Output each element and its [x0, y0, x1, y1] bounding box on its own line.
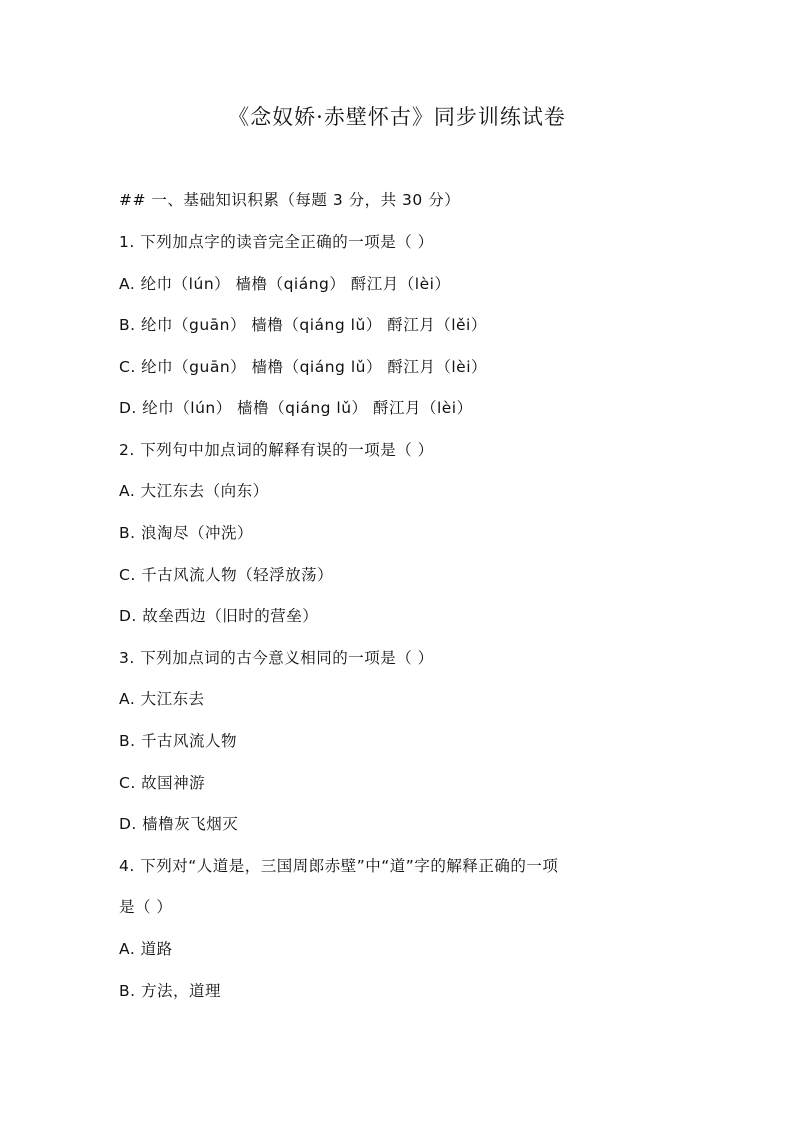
option-3c: C. 故国神游: [119, 774, 206, 792]
option-1a: A. 纶巾（lún） 樯橹（qiáng） 酹江月（lèi）: [119, 275, 451, 293]
page-title: 《念奴娇·赤壁怀古》同步训练试卷: [228, 105, 566, 129]
section-heading: ## 一、基础知识积累（每题 3 分，共 30 分）: [119, 191, 461, 209]
option-2d: D. 故垒西边（旧时的营垒）: [119, 607, 319, 625]
option-2b: B. 浪淘尽（冲洗）: [119, 524, 253, 542]
question-4-continued: 是（ ）: [119, 898, 173, 916]
question-3: 3. 下列加点词的古今意义相同的一项是（ ）: [119, 649, 434, 667]
option-3b: B. 千古风流人物: [119, 732, 237, 750]
question-1: 1. 下列加点字的读音完全正确的一项是（ ）: [119, 233, 434, 251]
option-4a: A. 道路: [119, 940, 173, 958]
question-2: 2. 下列句中加点词的解释有误的一项是（ ）: [119, 441, 434, 459]
option-3d: D. 樯橹灰飞烟灭: [119, 815, 239, 833]
option-2c: C. 千古风流人物（轻浮放荡）: [119, 566, 334, 584]
option-1b: B. 纶巾（guān） 樯橹（qiáng lǔ） 酹江月（lěi）: [119, 316, 487, 334]
option-3a: A. 大江东去: [119, 690, 205, 708]
option-1d: D. 纶巾（lún） 樯橹（qiáng lǔ） 酹江月（lèi）: [119, 399, 473, 417]
option-2a: A. 大江东去（向东）: [119, 482, 269, 500]
option-4b: B. 方法，道理: [119, 982, 221, 1000]
question-4: 4. 下列对“人道是，三国周郎赤壁”中“道”字的解释正确的一项: [119, 857, 559, 875]
option-1c: C. 纶巾（guān） 樯橹（qiáng lǔ） 酹江月（lèi）: [119, 358, 488, 376]
